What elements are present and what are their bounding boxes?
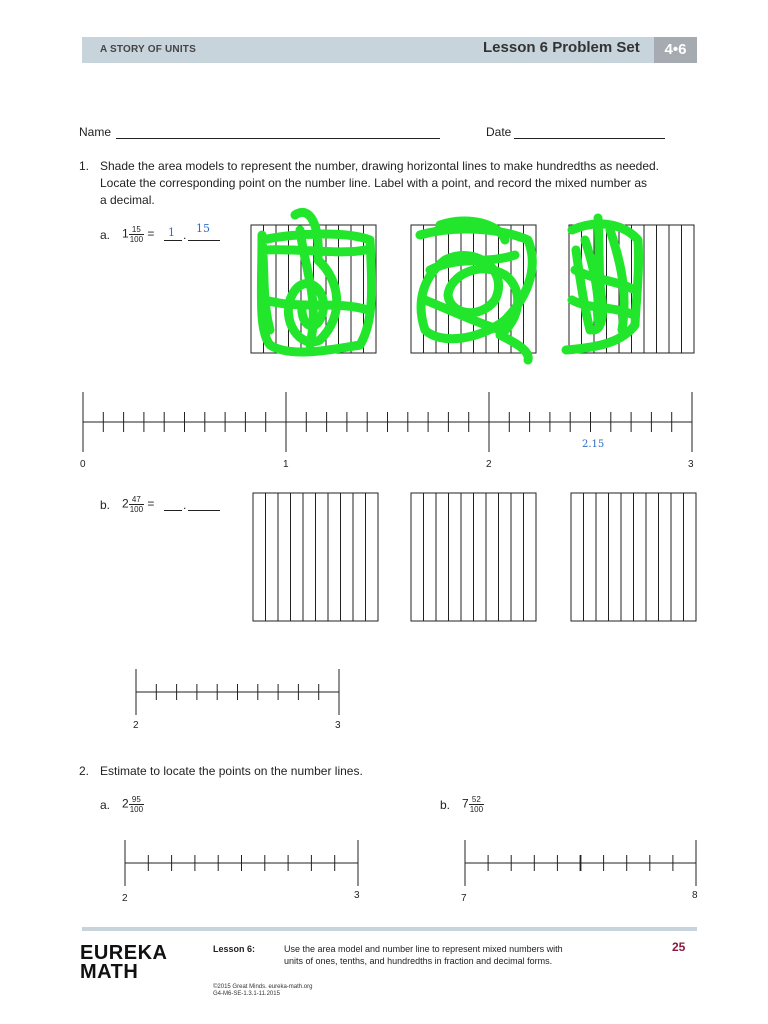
point-label: 2.15 xyxy=(582,439,605,450)
problem2-instructions: Estimate to locate the points on the number lines. xyxy=(100,764,363,778)
mixed-whole: 2 xyxy=(122,796,129,811)
problem2b-label: b. xyxy=(440,798,451,812)
shading-scribble xyxy=(261,212,371,352)
numerator: 15 xyxy=(129,225,144,235)
number-lines xyxy=(83,392,696,886)
denominator: 100 xyxy=(129,235,144,244)
nl1a-label-3: 3 xyxy=(688,459,694,470)
number-line-2a[interactable] xyxy=(125,840,358,886)
footer-rule xyxy=(82,927,697,931)
lesson-title: Lesson 6 Problem Set xyxy=(483,39,640,56)
numerator: 52 xyxy=(469,795,484,805)
decimal-point: . xyxy=(183,498,187,512)
description-line-2: units of ones, tenths, and hundredths in fraction and decimal forms. xyxy=(284,956,553,966)
nl2a-label-left: 2 xyxy=(122,893,128,904)
copyright-line: ©2015 Great Minds. eureka-math.org xyxy=(213,984,313,990)
nl1a-label-1: 1 xyxy=(283,459,289,470)
numerator: 95 xyxy=(129,795,144,805)
nl1a-label-2: 2 xyxy=(486,459,492,470)
problem1-number: 1. xyxy=(79,159,90,173)
denominator: 100 xyxy=(469,805,484,814)
instructions-line-2: Locate the corresponding point on the number line. Label with a point, and record the mixed number as xyxy=(100,176,648,190)
logo-line-1: EUREKA xyxy=(80,942,168,964)
decimal-point: . xyxy=(183,228,187,242)
number-line-1b[interactable] xyxy=(136,669,339,715)
date-label: Date xyxy=(486,125,512,139)
eureka-math-logo xyxy=(80,944,167,982)
description-line-1: Use the area model and number line to represent mixed numbers with xyxy=(284,944,563,954)
problem1b-label: b. xyxy=(100,498,111,512)
area-model[interactable] xyxy=(571,493,696,621)
series-title: A STORY OF UNITS xyxy=(100,44,196,55)
denominator: 100 xyxy=(129,505,144,514)
numerator: 47 xyxy=(129,495,144,505)
problem1a-label: a. xyxy=(100,228,111,242)
problem2a-label: a. xyxy=(100,798,111,812)
footer-lesson-label: Lesson 6: xyxy=(213,944,256,954)
nl1b-label-left: 2 xyxy=(133,720,139,731)
name-label: Name xyxy=(79,125,112,139)
equals-sign: = xyxy=(147,496,155,511)
problem2-number: 2. xyxy=(79,764,90,778)
denominator: 100 xyxy=(129,805,144,814)
instructions-line-1: Shade the area models to represent the number, drawing horizontal lines to make hundredths as needed. xyxy=(100,159,660,173)
mixed-whole: 2 xyxy=(122,496,129,511)
area-model[interactable] xyxy=(253,493,378,621)
area-model[interactable] xyxy=(411,493,536,621)
instructions-line-3: a decimal. xyxy=(100,193,155,207)
logo-line-2: MATH xyxy=(80,961,139,983)
equals-sign: = xyxy=(147,226,155,241)
handwritten-whole: 1 xyxy=(168,226,175,239)
nl2a-label-right: 3 xyxy=(354,890,360,901)
mixed-whole: 1 xyxy=(122,226,129,241)
mixed-whole: 7 xyxy=(462,796,469,811)
nl2b-label-right: 8 xyxy=(692,890,698,901)
nl2b-label-left: 7 xyxy=(461,893,467,904)
number-line-2b[interactable] xyxy=(465,840,696,886)
copyright xyxy=(213,984,312,998)
module-code: 4•6 xyxy=(654,37,697,63)
handwritten-decimal: 15 xyxy=(196,222,210,235)
document-code: G4-M6-SE-1.3.1-11.2015 xyxy=(213,991,280,997)
page-number: 25 xyxy=(672,940,686,954)
footer-description xyxy=(284,943,604,967)
nl1b-label-right: 3 xyxy=(335,720,341,731)
shading-scribble xyxy=(420,221,532,360)
nl1a-label-0: 0 xyxy=(80,459,86,470)
shading-scribble xyxy=(566,218,639,350)
